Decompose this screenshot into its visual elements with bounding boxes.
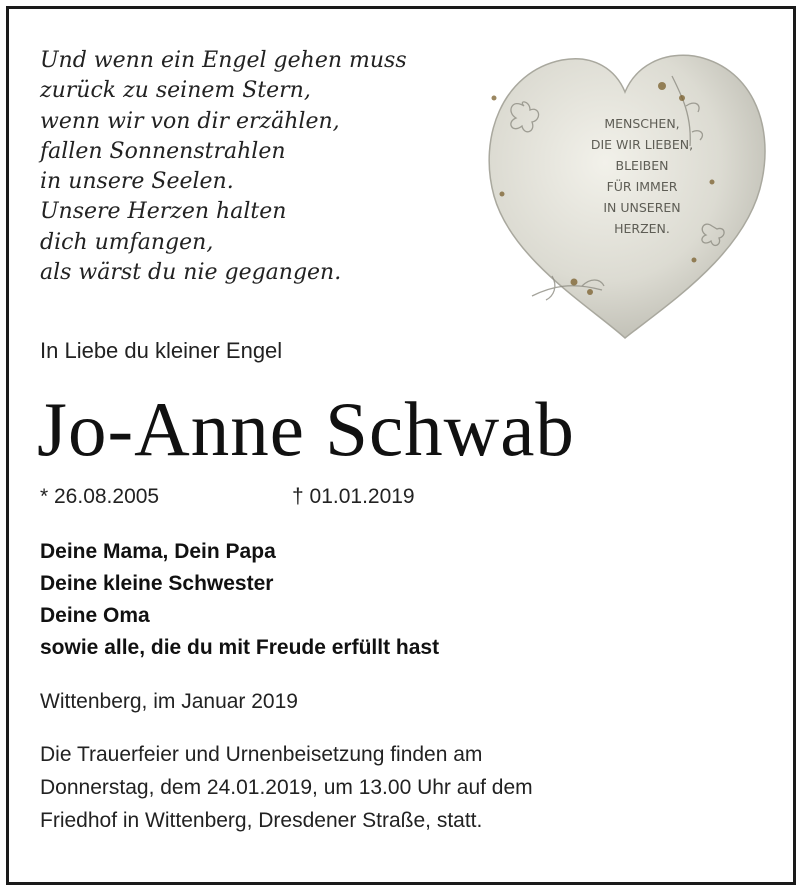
mourner-line: Deine kleine Schwester [40, 572, 274, 595]
place-and-date: Wittenberg, im Januar 2019 [40, 690, 298, 713]
heart-inscription-line: MENSCHEN, [604, 116, 680, 131]
poem-line: dich umfangen, [40, 229, 214, 255]
poem-line: Unsere Herzen halten [40, 199, 287, 225]
notice-line: Die Trauerfeier und Urnenbeisetzung finden am [40, 743, 483, 766]
notice-line: Friedhof in Wittenberg, Dresdener Straße, statt. [40, 809, 483, 832]
heart-inscription-line: HERZEN. [614, 221, 670, 236]
poem-line: zurück zu seinem Stern, [40, 78, 311, 104]
deceased-name: Jo-Anne Schwab [37, 386, 575, 472]
notice-line: Donnerstag, dem 24.01.2019, um 13.00 Uhr auf dem [40, 776, 533, 799]
heart-inscription-line: FÜR IMMER [606, 179, 678, 194]
poem-line: wenn wir von dir erzählen, [40, 108, 340, 134]
heart-inscription-line: DIE WIR LIEBEN, [590, 137, 694, 152]
mourner-line: sowie alle, die du mit Freude erfüllt hast [40, 636, 440, 659]
stone-heart-image [472, 46, 778, 346]
poem-line: Und wenn ein Engel gehen muss [40, 48, 407, 73]
heart-inscription-line: IN UNSEREN [603, 200, 681, 215]
dedication-line: In Liebe du kleiner Engel [40, 338, 283, 363]
poem [40, 46, 480, 288]
poem-line: in unsere Seelen. [40, 169, 234, 195]
birth-date: * 26.08.2005 [40, 485, 160, 508]
poem-line: als wärst du nie gegangen. [40, 260, 342, 286]
poem-line: fallen Sonnenstrahlen [40, 138, 286, 164]
death-date: † 01.01.2019 [292, 485, 415, 508]
mourner-line: Deine Mama, Dein Papa [40, 540, 276, 563]
funeral-notice [40, 738, 760, 837]
mourner-line: Deine Oma [40, 604, 150, 627]
mourners-list [40, 536, 439, 664]
heart-inscription-line: BLEIBEN [615, 158, 669, 173]
